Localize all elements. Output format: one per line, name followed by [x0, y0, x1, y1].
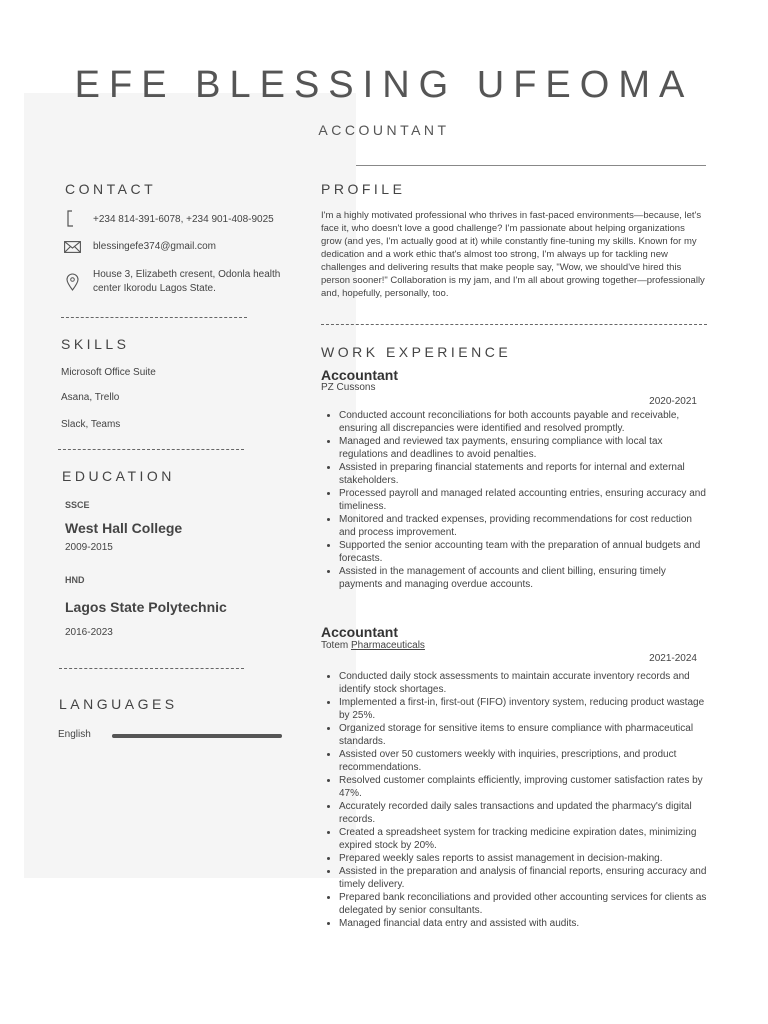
education-school: West Hall College	[65, 520, 183, 536]
job-duty: • Supported the senior accounting team with the preparation of annual budgets and forecasts.	[339, 539, 707, 565]
job-duty: • Conducted daily stock assessments to maintain accurate inventory records and identify stock shortages.	[339, 670, 707, 696]
candidate-name: EFE BLESSING UFEOMA	[74, 64, 694, 106]
skill-item: Slack, Teams	[61, 419, 121, 430]
education-degree: SSCE	[65, 500, 90, 510]
job-duty: • Implemented a first-in, first-out (FIFO) inventory system, reducing product wastage by 25%.	[339, 696, 707, 722]
language-level-fill	[112, 734, 282, 738]
job-dates: 2020-2021	[649, 396, 697, 407]
profile-text: I'm a highly motivated professional who thrives in fast-paced environments—because, let's face it, who doesn't love a good challenge? I'm passionate about helping organizations grow (and yes, I'm actually good at it) while constantly fine-tuning my skills. Known for my dedication and a work ethic that's almost too strong, I'm always up for tackling new challenges and delivering results that make people say, "Wow, we should've hired this person sooner!" Collaboration is my jam, and I'm all about growing together—professionally and, hopefully, personally, too.	[321, 210, 705, 299]
header-divider	[356, 165, 706, 166]
profile-heading: PROFILE	[321, 181, 406, 197]
job-duty: • Resolved customer complaints efficiently, improving customer satisfaction rates by 47%.	[339, 774, 707, 800]
experience-heading: WORK EXPERIENCE	[321, 344, 512, 360]
contact-phone[interactable]: +234 814-391-6078, +234 901-408-9025	[93, 214, 274, 225]
education-years: 2009-2015	[65, 542, 113, 553]
education-school: Lagos State Polytechnic	[65, 599, 227, 615]
job-company	[321, 640, 425, 651]
job-duties	[322, 409, 707, 591]
contact-email[interactable]: blessingefe374@gmail.com	[93, 241, 216, 252]
job-duty: • Managed and reviewed tax payments, ensuring compliance with local tax regulations and deadlines to avoid penalties.	[339, 435, 707, 461]
job-company-prefix: Totem	[321, 640, 349, 651]
job-title: Accountant	[321, 367, 398, 383]
job-duty: • Monitored and tracked expenses, providing recommendations for cost reduction and process improvement.	[339, 513, 707, 539]
job-duty: • Assisted in preparing financial statements and reports for internal and external stakeholders.	[339, 461, 707, 487]
phone-icon	[65, 210, 75, 232]
language-level-bar	[112, 734, 282, 738]
education-degree: HND	[65, 575, 85, 585]
job-duty: • Assisted in the preparation and analysis of financial reports, ensuring accuracy and timely delivery.	[339, 865, 707, 891]
contact-divider	[61, 317, 247, 318]
job-duties	[322, 670, 707, 930]
job-duty: • Created a spreadsheet system for tracking medicine expiration dates, minimizing expired stock by 20%.	[339, 826, 707, 852]
envelope-icon	[64, 240, 81, 258]
contact-address: House 3, Elizabeth cresent, Odonla health center Ikorodu Lagos State.	[93, 269, 281, 294]
skills-divider	[58, 449, 244, 450]
job-duty: • Managed financial data entry and assisted with audits.	[339, 917, 707, 930]
job-duty: • Prepared bank reconciliations and provided other accounting services for clients as delegated by senior consultants.	[339, 891, 707, 917]
job-duty: • Prepared weekly sales reports to assist management in decision-making.	[339, 852, 707, 865]
job-duty: • Processed payroll and managed related accounting entries, ensuring accuracy and timeliness.	[339, 487, 707, 513]
job-duty: • Accurately recorded daily sales transactions and updated the pharmacy's digital records.	[339, 800, 707, 826]
education-divider	[59, 668, 244, 669]
job-company-link[interactable]: Pharmaceuticals	[351, 640, 425, 651]
job-dates: 2021-2024	[649, 653, 697, 664]
skill-item: Asana, Trello	[61, 392, 120, 403]
language-name: English	[58, 729, 91, 740]
education-heading: EDUCATION	[62, 468, 175, 484]
candidate-role: ACCOUNTANT	[318, 122, 450, 138]
languages-heading: LANGUAGES	[59, 696, 178, 712]
skill-item: Microsoft Office Suite	[61, 367, 156, 378]
skills-heading: SKILLS	[61, 336, 130, 352]
job-title: Accountant	[321, 624, 398, 640]
job-duty: • Assisted over 50 customers weekly with inquiries, prescriptions, and product recommendations.	[339, 748, 707, 774]
job-duty: • Organized storage for sensitive items to ensure compliance with pharmaceutical standards.	[339, 722, 707, 748]
job-duty: • Assisted in the management of accounts and client billing, ensuring timely payments and managing overdue accounts.	[339, 565, 707, 591]
job-duty: • Conducted account reconciliations for both accounts payable and receivable, ensuring all discrepancies were identified and resolved promptly.	[339, 409, 707, 435]
map-pin-icon	[66, 273, 79, 296]
education-years: 2016-2023	[65, 627, 113, 638]
job-company: PZ Cussons	[321, 382, 376, 393]
contact-heading: CONTACT	[65, 181, 157, 197]
profile-divider	[321, 324, 707, 325]
